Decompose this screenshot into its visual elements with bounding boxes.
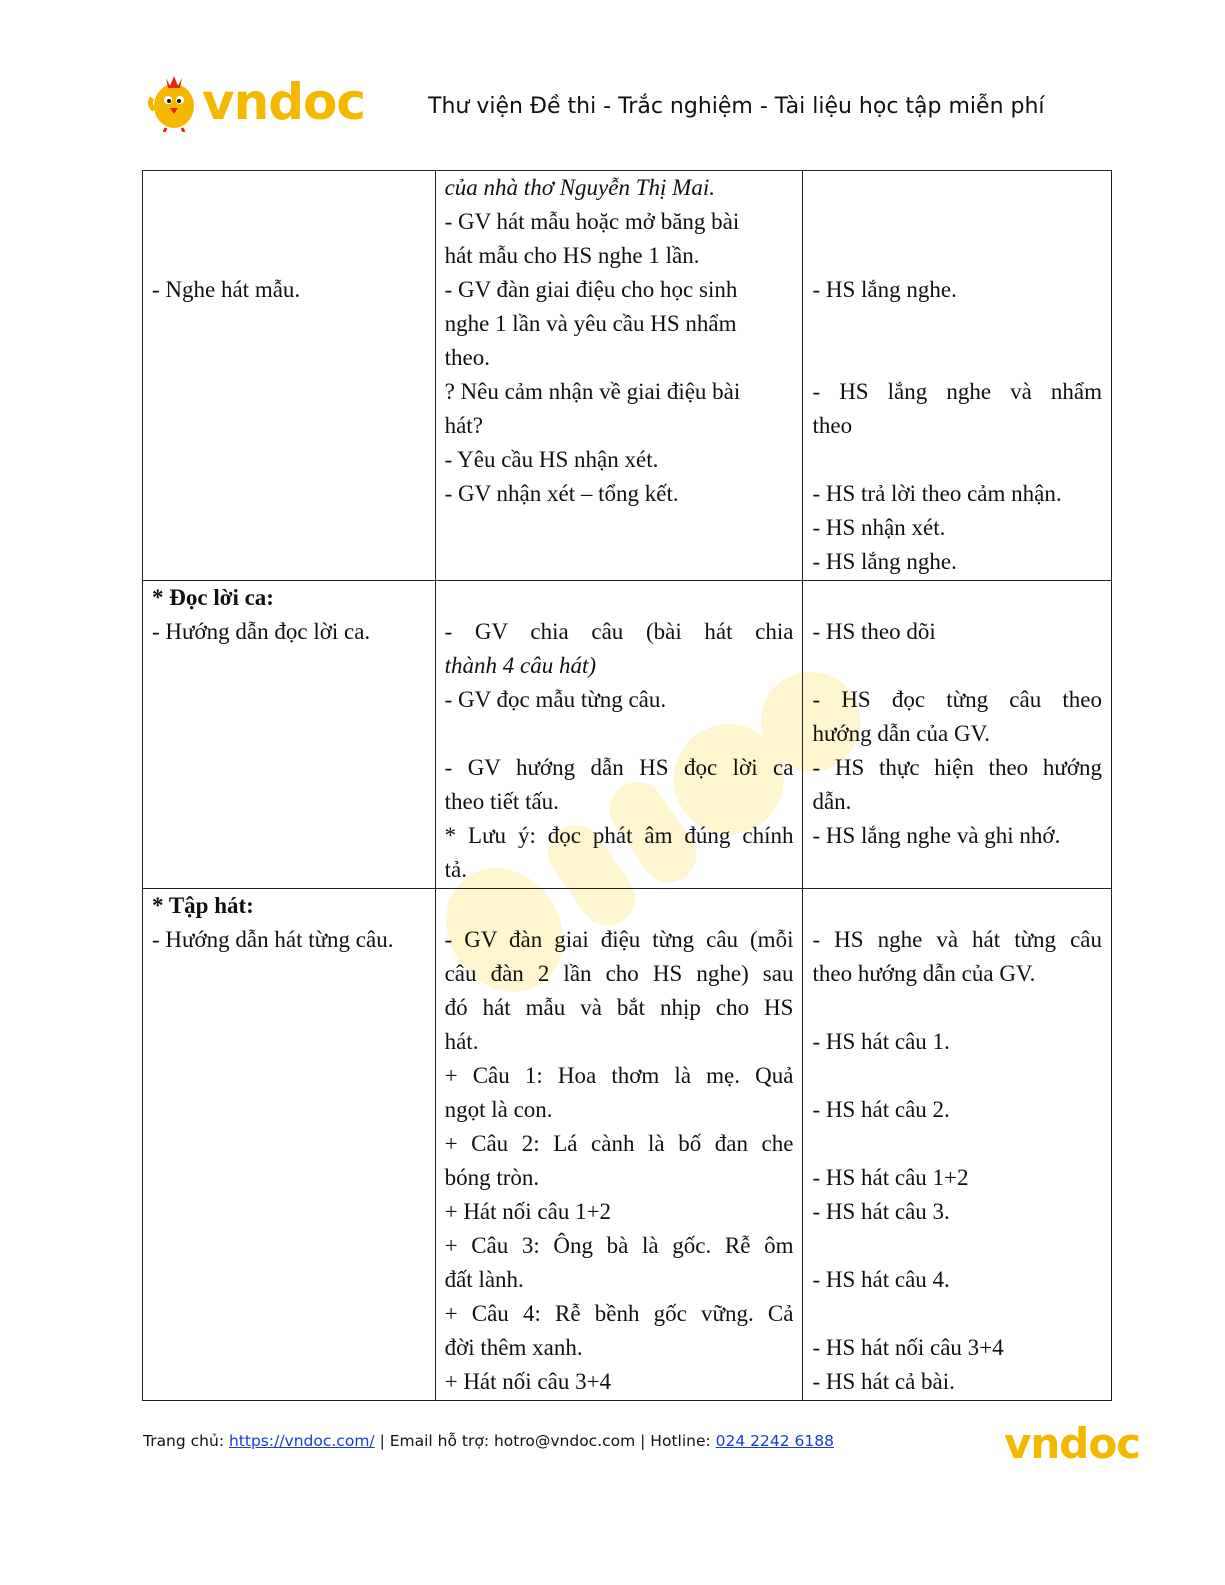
- cell-line: [812, 1127, 1102, 1161]
- cell-line: ngọt là con.: [444, 1097, 553, 1122]
- teacher-cell: [435, 889, 803, 1401]
- cell-line: hát?: [444, 413, 483, 438]
- cell-line: tả.: [444, 857, 467, 882]
- cell-line: [812, 205, 1102, 239]
- teacher-cell: [435, 171, 803, 581]
- cell-line: - HS lắng nghe.: [812, 549, 957, 574]
- page-footer: [0, 1415, 1225, 1495]
- cell-line: - HS theo dõi: [812, 619, 936, 644]
- cell-line: theo hướng dẫn của GV.: [812, 961, 1036, 986]
- cell-line: [152, 239, 426, 273]
- cell-line: + Câu 2: Lá cành là bố đan che: [444, 1131, 794, 1156]
- cell-line: [812, 239, 1102, 273]
- cell-line: + Hát nối câu 1+2: [444, 1199, 612, 1224]
- cell-line: - HS trả lời theo cảm nhận.: [812, 481, 1062, 506]
- cell-line: hát mẫu cho HS nghe 1 lần.: [444, 243, 700, 268]
- cell-line: * Lưu ý: đọc phát âm đúng chính: [444, 823, 794, 848]
- cell-line: [445, 581, 794, 615]
- table-row: [143, 581, 1112, 889]
- cell-line: [812, 581, 1102, 615]
- activity-text: - Hướng dẫn hát từng câu.: [152, 927, 394, 952]
- cell-line: hát.: [444, 1029, 479, 1054]
- cell-line: theo.: [444, 345, 490, 370]
- hotline-link[interactable]: 024 2242 6188: [715, 1432, 834, 1450]
- cell-line: [812, 889, 1102, 923]
- cell-line: hướng dẫn của GV.: [812, 721, 990, 746]
- cell-line: + Câu 1: Hoa thơm là mẹ. Quả: [444, 1063, 794, 1088]
- cell-line: - GV chia câu (bài hát chia: [444, 619, 794, 644]
- student-cell: [803, 581, 1112, 889]
- cell-line: [812, 443, 1102, 477]
- footer-contact: Trang chủ: https://vndoc.com/ | Email hỗ trợ: hotro@vndoc.com | Hotline: 024 2242 6188: [143, 1432, 834, 1450]
- cell-line: + Câu 4: Rễ bềnh gốc vững. Cả: [444, 1301, 794, 1326]
- cell-line: - HS thực hiện theo hướng: [812, 755, 1102, 780]
- logo-wordmark: vndoc: [202, 73, 365, 131]
- site-tagline: Thư viện Đề thi - Trắc nghiệm - Tài liệu học tập miễn phí: [428, 94, 1045, 119]
- cell-line: [152, 171, 426, 205]
- section-heading: * Tập hát:: [152, 893, 254, 918]
- vndoc-logo[interactable]: [146, 70, 366, 132]
- cell-line: - HS lắng nghe và ghi nhớ.: [812, 823, 1061, 848]
- chick-mascot-icon: [146, 70, 202, 132]
- student-cell: [803, 889, 1112, 1401]
- cell-line: - HS đọc từng câu theo: [812, 687, 1102, 712]
- cell-line: [445, 889, 794, 923]
- cell-line: theo: [812, 413, 853, 438]
- cell-line: [812, 1059, 1102, 1093]
- table-row: [143, 889, 1112, 1401]
- cell-line: - GV nhận xét – tổng kết.: [444, 481, 679, 506]
- poet-line: của nhà thơ Nguyễn Thị Mai.: [444, 175, 715, 200]
- cell-line: - HS hát cả bài.: [812, 1369, 955, 1394]
- cell-line: - GV hát mẫu hoặc mở băng bài: [444, 209, 740, 234]
- student-cell: [803, 171, 1112, 581]
- cell-line: - HS hát câu 1.: [812, 1029, 950, 1054]
- cell-line: đất lành.: [444, 1267, 524, 1292]
- cell-line: - HS hát câu 3.: [812, 1199, 950, 1224]
- cell-line: - HS hát nối câu 3+4: [812, 1335, 1004, 1360]
- teacher-cell: [435, 581, 803, 889]
- cell-line: [445, 717, 794, 751]
- activity-cell: [143, 581, 436, 889]
- cell-line: - HS nhận xét.: [812, 515, 946, 540]
- section-heading: * Đọc lời ca:: [152, 585, 274, 610]
- cell-line: - GV đàn giai điệu cho học sinh: [444, 277, 738, 302]
- table-row: [143, 171, 1112, 581]
- cell-line: [812, 649, 1102, 683]
- cell-line: [152, 205, 426, 239]
- cell-line: theo tiết tấu.: [444, 789, 559, 814]
- activity-cell: [143, 171, 436, 581]
- page-header: [0, 0, 1225, 160]
- cell-line: - HS hát câu 2.: [812, 1097, 950, 1122]
- cell-line: + Hát nối câu 3+4: [444, 1369, 612, 1394]
- lesson-plan-table: [142, 170, 1112, 1401]
- cell-line: ? Nêu cảm nhận về giai điệu bài: [444, 379, 741, 404]
- cell-line: câu đàn 2 lần cho HS nghe) sau: [444, 961, 794, 986]
- cell-line: đời thêm xanh.: [444, 1335, 583, 1360]
- cell-line: thành 4 câu hát): [444, 653, 596, 678]
- cell-line: đó hát mẫu và bắt nhịp cho HS: [444, 995, 794, 1020]
- cell-line: - GV đàn giai điệu từng câu (mỗi: [444, 927, 794, 952]
- cell-line: [812, 1297, 1102, 1331]
- cell-line: - HS lắng nghe và nhẩm: [812, 379, 1102, 404]
- homepage-link[interactable]: https://vndoc.com/: [228, 1432, 375, 1450]
- cell-line: nghe 1 lần và yêu cầu HS nhẩm: [444, 311, 737, 336]
- cell-line: - GV đọc mẫu từng câu.: [444, 687, 667, 712]
- cell-line: [812, 341, 1102, 375]
- activity-text: - Hướng dẫn đọc lời ca.: [152, 619, 371, 644]
- cell-line: - HS hát câu 1+2: [812, 1165, 969, 1190]
- cell-line: - GV hướng dẫn HS đọc lời ca: [444, 755, 794, 780]
- cell-line: - HS hát câu 4.: [812, 1267, 950, 1292]
- cell-line: bóng tròn.: [444, 1165, 540, 1190]
- cell-line: [812, 991, 1102, 1025]
- cell-line: - Yêu cầu HS nhận xét.: [444, 447, 659, 472]
- cell-line: - HS lắng nghe.: [812, 277, 957, 302]
- cell-line: dẫn.: [812, 789, 852, 814]
- cell-line: [812, 1229, 1102, 1263]
- cell-line: - HS nghe và hát từng câu: [812, 927, 1102, 952]
- cell-line: [812, 171, 1102, 205]
- activity-text: - Nghe hát mẫu.: [152, 277, 301, 302]
- cell-line: [812, 307, 1102, 341]
- footer-logo[interactable]: vndoc: [1004, 1419, 1141, 1468]
- cell-line: + Câu 3: Ông bà là gốc. Rễ ôm: [444, 1233, 794, 1258]
- activity-cell: [143, 889, 436, 1401]
